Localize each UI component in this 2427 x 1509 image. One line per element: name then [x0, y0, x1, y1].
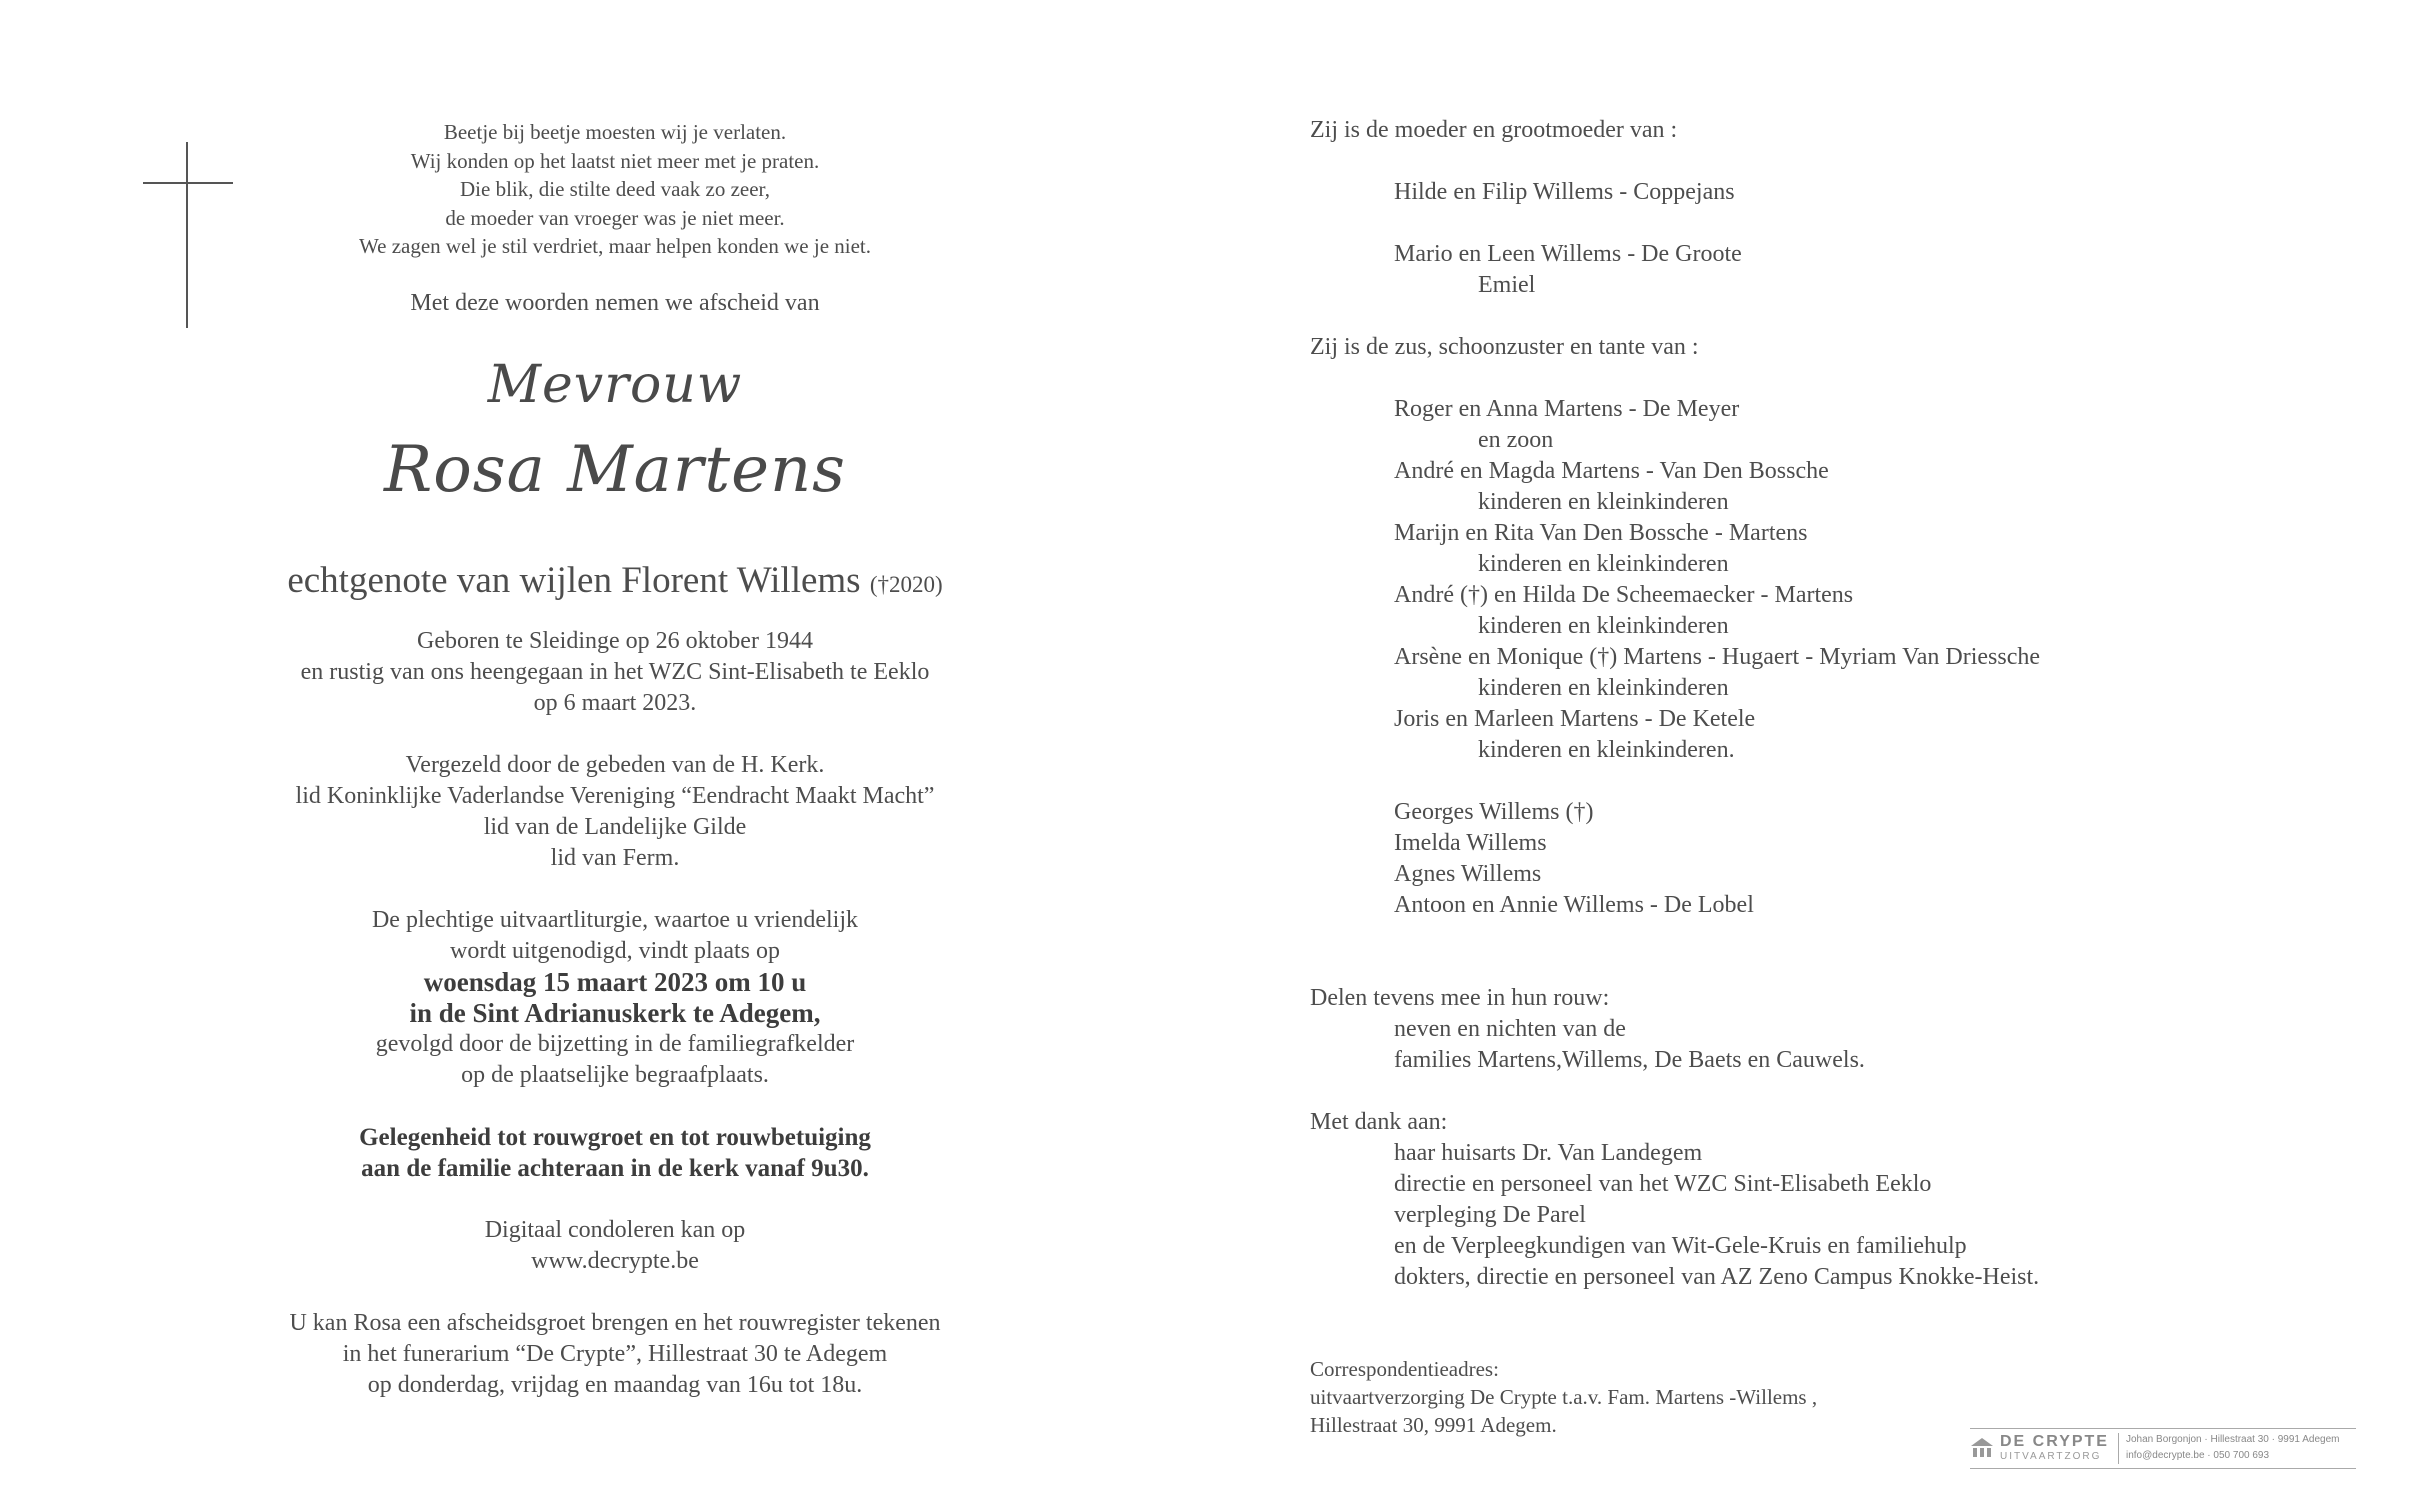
thanks-line: directie en personeel van het WZC Sint-Elisabeth Eeklo [1394, 1171, 1932, 1197]
in-law-name: Antoon en Annie Willems - De Lobel [1394, 892, 1754, 918]
in-law-name: Imelda Willems [1394, 830, 1547, 856]
poem-line: Wij konden op het laatst niet meer met je praten. [410, 148, 820, 173]
sibling-sub: kinderen en kleinkinderen. [1478, 737, 1735, 763]
thanks-line: en de Verpleegkundigen van Wit-Gele-Kruis en familiehulp [1394, 1233, 1967, 1259]
correspondence-line: uitvaartverzorging De Crypte t.a.v. Fam. Martens -Willems , [1310, 1385, 1818, 1409]
poem-line: We zagen wel je stil verdriet, maar helpen konden we je niet. [358, 234, 872, 258]
sibling-name: Marijn en Rita Van Den Bossche - Martens [1394, 520, 1808, 546]
sibling-name: André en Magda Martens - Van Den Bossche [1394, 458, 1829, 484]
text-line: De plechtige uitvaartliturgie, waartoe u vriendelijk [371, 906, 859, 933]
child-sub: Emiel [1478, 272, 1536, 298]
liturgy-date: woensdag 15 maart 2023 om 10 u [423, 966, 807, 997]
left-column [200, 118, 1030, 1401]
share-heading: Delen tevens mee in hun rouw: [1310, 985, 1610, 1011]
in-law-name: Agnes Willems [1394, 861, 1542, 887]
mother-heading: Zij is de moeder en grootmoeder van : [1310, 117, 1678, 143]
thanks-line: haar huisarts Dr. Van Landegem [1394, 1140, 1703, 1166]
text-line: lid van Ferm. [550, 844, 680, 871]
logo-subtitle: UITVAARTZORG [2000, 1451, 2102, 1462]
sibling-sub: kinderen en kleinkinderen [1478, 489, 1729, 515]
intro-text: Met deze woorden nemen we afscheid van [410, 289, 820, 316]
text-line: wordt uitgenodigd, vindt plaats op [450, 937, 780, 964]
text-line: lid van de Landelijke Gilde [483, 813, 747, 840]
share-line: neven en nichten van de [1394, 1016, 1626, 1042]
sibling-name: Arsène en Monique (†) Martens - Hugaert - Myriam Van Driessche [1394, 644, 2041, 670]
condolence-line: aan de familie achteraan in de kerk vanaf 9u30. [361, 1154, 869, 1182]
sibling-sub: kinderen en kleinkinderen [1478, 551, 1729, 577]
thanks-line: dokters, directie en personeel van AZ Zeno Campus Knokke-Heist. [1394, 1264, 2040, 1290]
logo-contact-line: info@decrypte.be · 050 700 693 [2126, 1450, 2270, 1461]
sibling-name: André (†) en Hilda De Scheemaecker - Martens [1394, 582, 1854, 608]
sibling-name: Joris en Marleen Martens - De Ketele [1394, 706, 1756, 732]
website-link[interactable]: www.decrypte.be [531, 1247, 699, 1274]
text-line: op donderdag, vrijdag en maandag van 16u tot 18u. [367, 1371, 863, 1398]
deceased-name: Rosa Martens [384, 432, 846, 507]
text-line: Vergezeld door de gebeden van de H. Kerk. [405, 751, 825, 778]
spouse-text: echtgenote van wijlen Florent Willems [287, 559, 861, 601]
child-name: Hilde en Filip Willems - Coppejans [1394, 179, 1735, 205]
correspondence-block [1310, 1355, 2360, 1439]
text-line: op de plaatselijke begraafplaats. [461, 1061, 769, 1088]
condolence-line: Gelegenheid tot rouwgroet en tot rouwbetuiging [359, 1123, 871, 1151]
liturgy-location: in de Sint Adrianuskerk te Adegem, [409, 997, 821, 1028]
thanks-heading: Met dank aan: [1310, 1109, 1448, 1135]
sibling-sub: en zoon [1478, 427, 1554, 453]
text-line: U kan Rosa een afscheidsgroet brengen en het rouwregister tekenen [289, 1309, 941, 1336]
honorific-title: Mevrouw [487, 354, 743, 415]
affiliations-block [200, 750, 1030, 874]
liturgy-block [200, 905, 1030, 1091]
thanks-line: verpleging De Parel [1394, 1202, 1586, 1228]
condolence-block [200, 1122, 1030, 1184]
crypt-logo-icon [1970, 1437, 1994, 1459]
text-line: in het funerarium “De Crypte”, Hillestraat 30 te Adegem [342, 1340, 888, 1367]
text-line: gevolgd door de bijzetting in de familiegrafkelder [375, 1030, 855, 1057]
correspondence-line: Correspondentieadres: [1310, 1357, 1499, 1381]
sister-heading: Zij is de zus, schoonzuster en tante van : [1310, 334, 1699, 360]
in-law-name: Georges Willems (†) [1394, 799, 1594, 825]
text-line: lid Koninklijke Vaderlandse Vereniging “Eendracht Maakt Macht” [295, 782, 935, 809]
text-line: Geboren te Sleidinge op 26 oktober 1944 [417, 627, 813, 654]
text-line: op 6 maart 2023. [533, 689, 697, 716]
sibling-name: Roger en Anna Martens - De Meyer [1394, 396, 1740, 422]
correspondence-line: Hillestraat 30, 9991 Adegem. [1310, 1413, 1557, 1437]
poem-line: Die blik, die stilte deed vaak zo zeer, [460, 177, 770, 201]
text-line: en rustig van ons heengegaan in het WZC Sint-Elisabeth te Eeklo [300, 658, 930, 685]
spouse-line [200, 559, 1030, 602]
funeral-home-logo [1970, 1428, 2356, 1469]
visit-block [200, 1308, 1030, 1401]
text-line: Digitaal condoleren kan op [484, 1216, 746, 1243]
poem-line: Beetje bij beetje moesten wij je verlaten. [443, 120, 787, 144]
logo-contact-line: Johan Borgonjon · Hillestraat 30 · 9991 Adegem [2126, 1434, 2340, 1445]
right-column [1310, 115, 2360, 1439]
poem [200, 118, 1030, 261]
sibling-sub: kinderen en kleinkinderen [1478, 675, 1729, 701]
share-line: families Martens,Willems, De Baets en Cauwels. [1394, 1047, 1865, 1073]
birth-death-block [200, 626, 1030, 719]
spouse-death-year: (†2020) [869, 571, 943, 597]
sibling-sub: kinderen en kleinkinderen [1478, 613, 1729, 639]
child-name: Mario en Leen Willems - De Groote [1394, 241, 1742, 267]
digital-condolence-block [200, 1215, 1030, 1277]
poem-line: de moeder van vroeger was je niet meer. [445, 205, 785, 230]
logo-brand: DE CRYPTE [2000, 1433, 2109, 1450]
